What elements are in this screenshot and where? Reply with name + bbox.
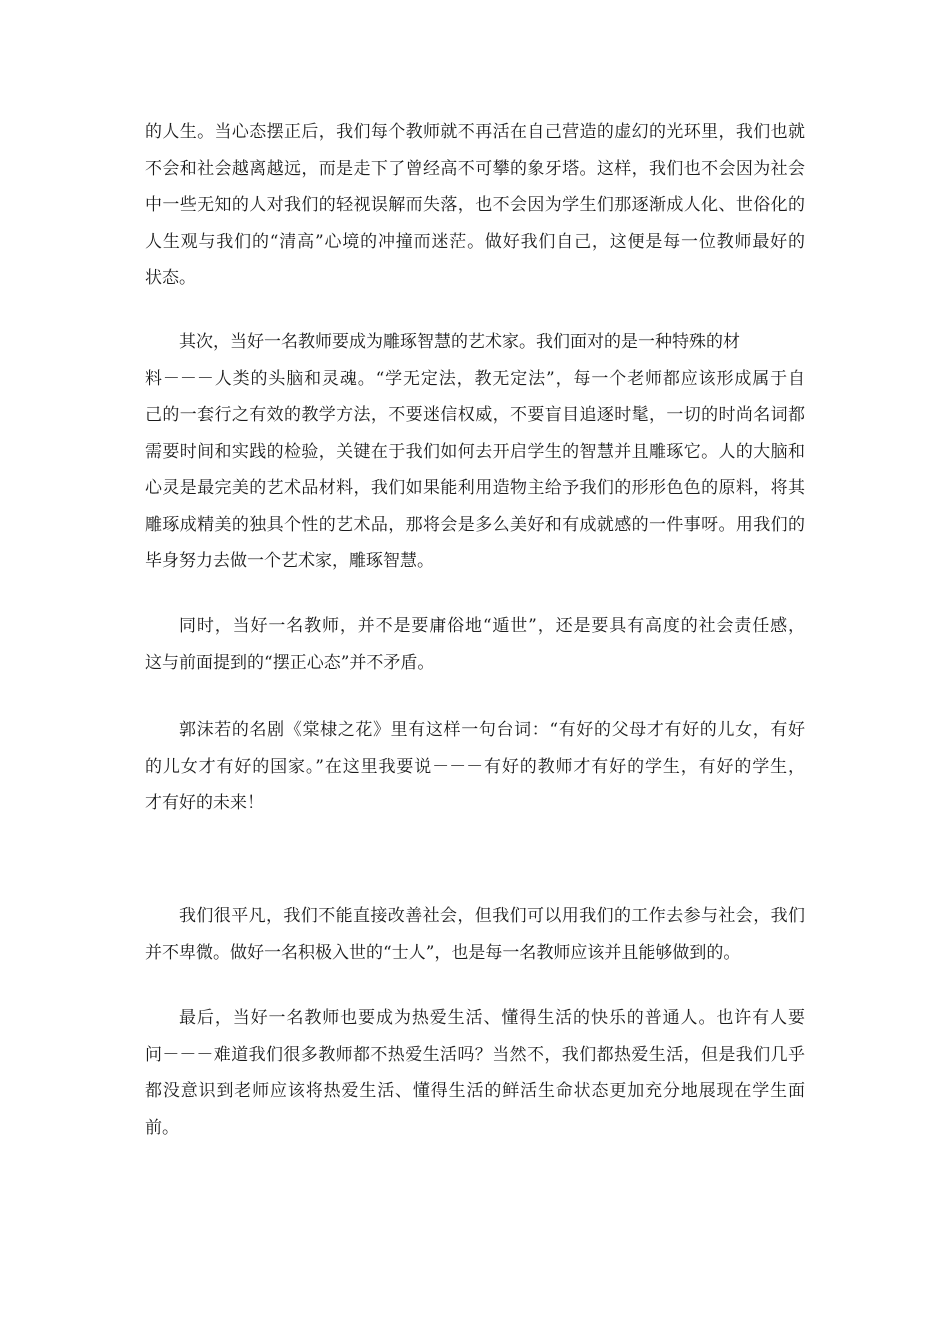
paragraph-line: 中一些无知的人对我们的轻视误解而失落，也不会因为学生们那逐渐成人化、世俗化的 [145, 195, 805, 215]
paragraph-line: 问－－－难道我们很多教师都不热爱生活吗？当然不，我们都热爱生活，但是我们几乎 [145, 1044, 805, 1065]
paragraph-1 [145, 114, 805, 297]
paragraph-4 [145, 712, 805, 822]
paragraph-line: 雕琢成精美的独具个性的艺术品，那将会是多么美好和有成就感的一件事呀。用我们的 [145, 514, 805, 535]
paragraph-line: 我们很平凡，我们不能直接改善社会，但我们可以用我们的工作去参与社会，我们 [179, 906, 805, 926]
paragraph-line: 最后，当好一名教师也要成为热爱生活、懂得生活的快乐的普通人。也许有人要 [179, 1008, 805, 1028]
paragraph-line: 心灵是最完美的艺术品材料，我们如果能利用造物主给予我们的形形色色的原料，将其 [145, 478, 805, 498]
paragraph-line: 前。 [145, 1117, 179, 1138]
paragraph-line: 并不卑微。做好一名积极入世的“士人”，也是每一名教师应该并且能够做到的。 [145, 942, 741, 963]
paragraph-line: 的人生。当心态摆正后，我们每个教师就不再活在自己营造的虚幻的光环里，我们也就 [145, 122, 805, 142]
paragraph-line: 不会和社会越离越远，而是走下了曾经高不可攀的象牙塔。这样，我们也不会因为社会 [145, 158, 805, 179]
paragraph-3 [145, 608, 805, 681]
paragraph-line: 人生观与我们的“清高”心境的冲撞而迷茫。做好我们自己，这便是每一位教师最好的 [145, 231, 805, 252]
paragraph-6 [145, 1000, 805, 1146]
paragraph-line: 己的一套行之有效的教学方法，不要迷信权威，不要盲目追逐时髦，一切的时尚名词都 [145, 405, 805, 425]
paragraph-line: 同时，当好一名教师，并不是要庸俗地“遁世”，还是要具有高度的社会责任感， [179, 616, 805, 636]
paragraph-line: 这与前面提到的“摆正心态”并不矛盾。 [145, 652, 435, 673]
paragraph-line: 才有好的未来！ [145, 793, 264, 813]
paragraph-5 [145, 898, 805, 971]
paragraph-line: 毕身努力去做一个艺术家，雕琢智慧。 [145, 551, 434, 571]
paragraph-line: 其次，当好一名教师要成为雕琢智慧的艺术家。我们面对的是一种特殊的材 [179, 332, 740, 352]
paragraph-line: 料－－－人类的头脑和灵魂。“学无定法，教无定法”，每一个老师都应该形成属于自 [145, 368, 805, 389]
paragraph-2 [145, 324, 805, 580]
paragraph-line: 需要时间和实践的检验，关键在于我们如何去开启学生的智慧并且雕琢它。人的大脑和 [145, 441, 805, 462]
paragraph-line: 的儿女才有好的国家。”在这里我要说－－－有好的教师才有好的学生，有好的学生， [145, 756, 805, 777]
paragraph-line: 郭沫若的名剧《棠棣之花》里有这样一句台词：“有好的父母才有好的儿女，有好 [179, 720, 805, 740]
paragraph-line: 状态。 [145, 268, 196, 288]
paragraph-line: 都没意识到老师应该将热爱生活、懂得生活的鲜活生命状态更加充分地展现在学生面 [145, 1081, 805, 1101]
